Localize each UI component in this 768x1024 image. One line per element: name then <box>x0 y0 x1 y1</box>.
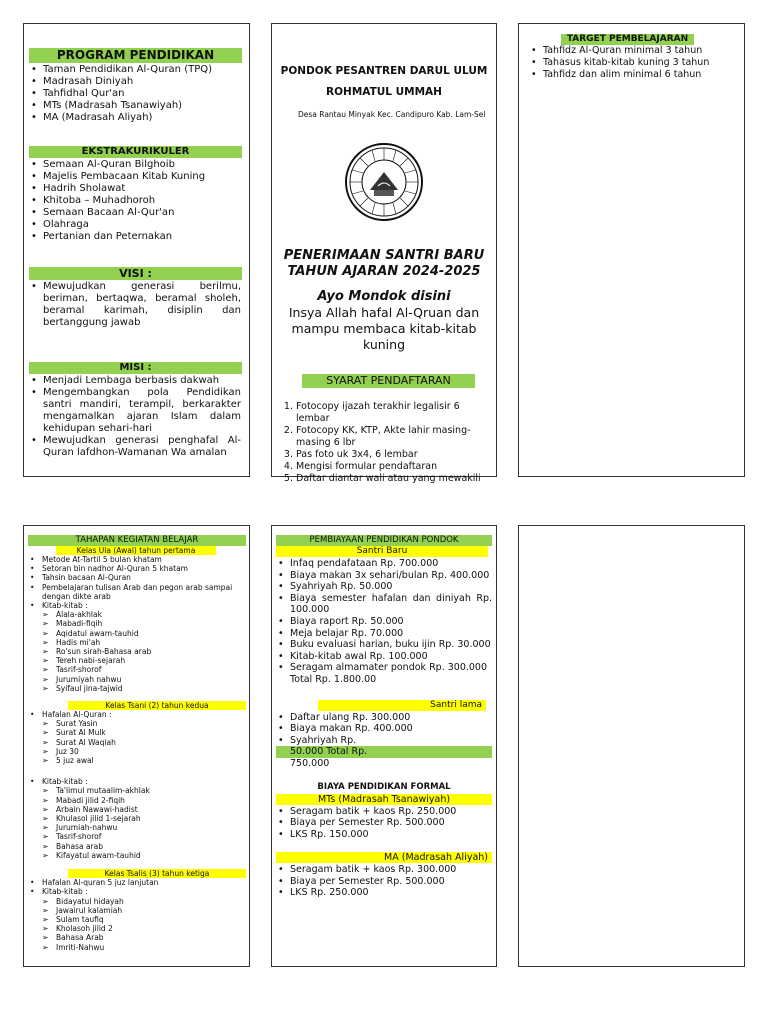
list-item: ➢ Jurumiah-nahwu <box>56 823 246 832</box>
kelas-tsani-hafalan-list <box>28 719 246 765</box>
list-item: ➢ Bahasa Arab <box>56 933 246 942</box>
list-item: • LKS Rp. 150.000 <box>290 829 492 841</box>
seal-logo-icon <box>344 142 424 222</box>
kelas-tsani-kitab-list <box>28 786 246 860</box>
list-item: ➢ Khulasol jilid 1-sejarah <box>56 814 246 823</box>
panel-biaya <box>271 525 497 967</box>
list-item: ➢ Surat Yasin <box>56 719 246 728</box>
list-item: • Mengembangkan pola Pendidikan santri mandiri, terampil, berkarakter mengamalkan ajaran Islam dalam kehidupan sehari-hari <box>43 387 241 435</box>
school-name-line2: ROHMATUL UMMAH <box>326 86 442 98</box>
list-item: ➢ Jawairul kalamiah <box>56 906 246 915</box>
santri-lama-header: Santri lama <box>318 700 486 711</box>
program-header <box>29 48 242 63</box>
kelas-tsalis-list <box>28 878 246 896</box>
santri-lama-list <box>276 712 492 747</box>
list-item: • Semaan Al-Quran Bilghoib <box>43 159 245 171</box>
list-item: • Madrasah Diniyah <box>43 76 245 88</box>
santri-lama-total: 50.000 Total Rp. <box>276 746 492 758</box>
list-item: ➢ Arbain Nawawi-hadist <box>56 805 246 814</box>
list-item: • Hafalan Al-quran 5 juz lanjutan <box>42 878 246 887</box>
santri-baru-list <box>276 558 492 686</box>
list-item: • Pembelajaran tulisan Arab dan pegon arab sampai dengan dikte arab <box>42 583 246 601</box>
list-item: • MA (Madrasah Aliyah) <box>43 112 245 124</box>
formal-header: BIAYA PENDIDIKAN FORMAL <box>317 781 451 792</box>
kelas-ula-kitab-list <box>28 610 246 693</box>
biaya-header: PEMBIAYAAN PENDIDIKAN PONDOK <box>276 535 492 546</box>
list-item: • Meja belajar Rp. 70.000 <box>290 628 492 640</box>
panel-cover <box>271 23 497 484</box>
list-item: • Infaq pendafataan Rp. 700.000 <box>290 558 492 570</box>
list-item: • Metode At-Tartil 5 bulan khatam <box>42 555 246 564</box>
kelas-ula-list <box>28 555 246 610</box>
panel-target <box>518 23 745 477</box>
list-item: • Kitab-kitab : <box>42 887 246 896</box>
list-item: • Tahasus kitab-kitab kuning 3 tahun <box>543 57 710 69</box>
program-label-a: PROGRAM <box>56 48 126 62</box>
list-item: ➢ Bahasa arab <box>56 842 246 851</box>
list-item: • Biaya makan Rp. 400.000 <box>290 723 492 735</box>
list-item: • Buku evaluasi harian, buku ijin Rp. 30.000 <box>290 639 492 651</box>
headline-line1: PENERIMAAN SANTRI BARU <box>283 248 485 263</box>
list-item: ➢ Mabadi-fiqih <box>56 619 246 628</box>
list-item: • Kitab-kitab : <box>42 777 246 786</box>
list-item: • Tahfidz Al-Quran minimal 3 tahun <box>543 45 710 57</box>
headline-line2: TAHUN AJARAN 2024-2025 <box>287 264 481 279</box>
list-item: • Biaya per Semester Rp. 500.000 <box>290 876 492 888</box>
list-item: ➢ Bidayatul hidayah <box>56 897 246 906</box>
list-item: • Pertanian dan Peternakan <box>43 231 245 243</box>
list-item: • Hafalan Al-Quran : <box>42 710 246 719</box>
list-item: ➢ Juz 30 <box>56 747 246 756</box>
list-item: ➢ Surat Al Mulk <box>56 728 246 737</box>
list-item: ➢ Kholasoh jilid 2 <box>56 924 246 933</box>
target-header: TARGET PEMBELAJARAN <box>561 34 694 45</box>
list-item: • Mewujudkan generasi penghafal Al-Quran lafdhon-Wamanan Wa amalan <box>43 435 241 459</box>
list-item: • Hadrih Sholawat <box>43 183 245 195</box>
santri-lama-total-value: 750.000 <box>290 757 330 769</box>
list-item: • Taman Pendidikan Al-Quran (TPQ) <box>43 64 245 76</box>
kelas-ula-header: Kelas Ula (Awal) tahun pertama <box>56 546 216 555</box>
list-item: ➢ Mabadi jilid 2-fiqih <box>56 796 246 805</box>
list-item: 5. Daftar diantar wali atau yang mewakili <box>296 473 490 485</box>
kelas-tsani-header: Kelas Tsani (2) tahun kedua <box>68 701 246 710</box>
slogan-title: Ayo Mondok disini <box>317 289 451 304</box>
list-item: 3. Pas foto uk 3x4, 6 lembar <box>296 449 490 461</box>
list-item: ➢ Tasrif-shorof <box>56 832 246 841</box>
panel-program <box>23 23 250 477</box>
list-item: ➢ Hadis mi'ah <box>56 638 246 647</box>
visi-header: VISI : <box>29 267 242 280</box>
ekstra-list <box>29 159 245 243</box>
list-item: 1. Fotocopy ijazah terakhir legalisir 6 lembar <box>296 401 490 425</box>
mts-header: MTs (Madrasah Tsanawiyah) <box>276 794 492 805</box>
panel-empty <box>518 525 745 967</box>
list-item: ➢ Aqidatul awam-tauhid <box>56 629 246 638</box>
misi-header: MISI : <box>29 362 242 374</box>
visi-list <box>29 281 241 329</box>
list-item: ➢ Sulam taufiq <box>56 915 246 924</box>
ma-header: MA (Madrasah Aliyah) <box>276 852 492 863</box>
list-item: ➢ Ta'limul mutaalim-akhlak <box>56 786 246 795</box>
list-item: • Syahriyah Rp. <box>290 735 492 747</box>
list-item: 4. Mengisi formular pendaftaran <box>296 461 490 473</box>
school-name-line1: PONDOK PESANTREN DARUL ULUM <box>280 65 488 77</box>
list-item: ➢ Ro'sun sirah-Bahasa arab <box>56 647 246 656</box>
list-item: • Tahsin bacaan Al-Quran <box>42 573 246 582</box>
kelas-tsalis-header: Kelas Tsalis (3) tahun ketiga <box>68 869 246 878</box>
list-item: ➢ Kifayatul awam-tauhid <box>56 851 246 860</box>
school-address: Desa Rantau Minyak Kec. Candipuro Kab. Lam-Sel <box>298 110 486 119</box>
list-item: • Kitab-kitab awal Rp. 100.000 <box>290 651 492 663</box>
list-item: • Menjadi Lembaga berbasis dakwah <box>43 375 241 387</box>
list-item: ➢ Syifaul jina-tajwid <box>56 684 246 693</box>
list-item: ➢ Alala-akhlak <box>56 610 246 619</box>
list-item: ➢ Surat Al Waqiah <box>56 738 246 747</box>
kelas-tsalis-kitab-list <box>28 897 246 952</box>
list-item: • Kitab-kitab : <box>42 601 246 610</box>
list-item: • Daftar ulang Rp. 300.000 <box>290 712 492 724</box>
slogan-text: Insya Allah hafal Al-Qruan dan mampu membaca kitab-kitab kuning <box>288 305 480 352</box>
program-list <box>29 64 245 124</box>
list-item: ➢ Imriti-Nahwu <box>56 943 246 952</box>
list-item: ➢ 5 juz awal <box>56 756 246 765</box>
school-seal <box>344 142 424 222</box>
list-item: • Khitoba – Muhadhoroh <box>43 195 245 207</box>
list-item: • Seragam batik + kaos Rp. 300.000 <box>290 864 492 876</box>
list-item: • Mewujudkan generasi berilmu, beriman, bertaqwa, beramal sholeh, beramal karimah, disiplin dan bertanggung jawab <box>43 281 241 329</box>
list-item: • Semaan Bacaan Al-Qur'an <box>43 207 245 219</box>
list-item: • Setoran bin nadhor Al-Quran 5 khatam <box>42 564 246 573</box>
list-item: • Seragam almamater pondok Rp. 300.000 Total Rp. 1.800.00 <box>290 662 492 685</box>
list-item: • Biaya semester hafalan dan diniyah Rp. 100.000 <box>290 593 492 616</box>
mts-list <box>276 806 492 841</box>
target-list <box>523 45 740 81</box>
kelas-tsani-kitab <box>28 777 246 786</box>
list-item: • Tahfidz dan alim minimal 6 tahun <box>543 69 710 81</box>
list-item: • Tahfidhal Qur'an <box>43 88 245 100</box>
list-item: ➢ Tasrif-shorof <box>56 665 246 674</box>
list-item: • Biaya per Semester Rp. 500.000 <box>290 817 492 829</box>
kelas-tsani-hafalan <box>28 710 246 719</box>
program-label-b: PENDIDIKAN <box>129 48 215 62</box>
ma-list <box>276 864 492 899</box>
list-item: • LKS Rp. 250.000 <box>290 887 492 899</box>
list-item: 2. Fotocopy KK, KTP, Akte lahir masing-masing 6 lbr <box>296 425 490 449</box>
misi-list <box>29 375 241 459</box>
tahapan-header: TAHAPAN KEGIATAN BELAJAR <box>28 535 246 546</box>
ekstra-header: EKSTRAKURIKULER <box>29 146 242 158</box>
list-item: • Olahraga <box>43 219 245 231</box>
list-item: • Majelis Pembacaan Kitab Kuning <box>43 171 245 183</box>
list-item: ➢ Jurumiyah nahwu <box>56 675 246 684</box>
panel-tahapan <box>23 525 250 967</box>
list-item: • MTs (Madrasah Tsanawiyah) <box>43 100 245 112</box>
list-item: • Biaya makan 3x sehari/bulan Rp. 400.000 <box>290 570 492 582</box>
syarat-header: SYARAT PENDAFTARAN <box>302 374 475 388</box>
list-item: • Biaya raport Rp. 50.000 <box>290 616 492 628</box>
list-item: ➢ Tereh nabi-sejarah <box>56 656 246 665</box>
syarat-list <box>278 401 490 485</box>
santri-baru-header: Santri Baru <box>276 546 488 557</box>
list-item: • Syahriyah Rp. 50.000 <box>290 581 492 593</box>
list-item: • Seragam batik + kaos Rp. 250.000 <box>290 806 492 818</box>
